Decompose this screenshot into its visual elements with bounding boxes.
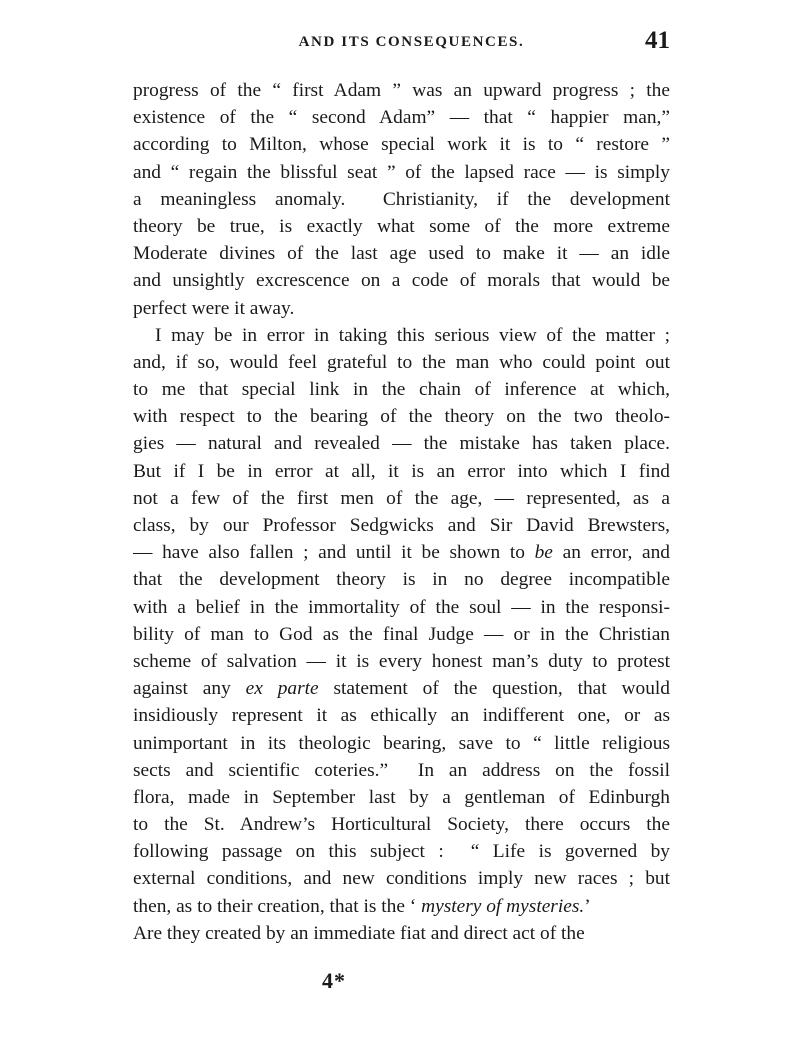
text-line: and, if so, would feel grateful to the man who could point out [133, 351, 670, 373]
italic-text: ex parte [245, 678, 319, 700]
text-line: and unsightly excrescence on a code of morals that would be [133, 270, 670, 292]
text-line: flora, made in September last by a gentleman of Edinburgh [133, 786, 670, 808]
italic-text: mystery of mysteries. [421, 895, 585, 917]
running-title: AND ITS CONSEQUENCES. [298, 34, 525, 50]
text-line: not a few of the first men of the age, — represented, as a [133, 487, 670, 509]
running-header [133, 27, 670, 64]
signature-mark: 4* [322, 968, 346, 993]
text-line: with a belief in the immortality of the soul — in the responsi- [133, 596, 670, 618]
text-line: bility of man to God as the final Judge — or in the Christian [133, 623, 670, 645]
text-line: a meaningless anomaly. Christianity, if the development [133, 188, 670, 210]
text-line: theory be true, is exactly what some of the more extreme [133, 215, 670, 237]
text-line: But if I be in error at all, it is an error into which I find [133, 460, 670, 482]
text-line [133, 893, 670, 920]
text-line: I may be in error in taking this serious view of the matter ; [155, 324, 670, 346]
text-line: with respect to the bearing of the theory on the two theolo- [133, 406, 670, 428]
text-line [133, 539, 670, 566]
text-segment: then, as to their creation, that is the ‘ [133, 895, 422, 917]
text-line: external conditions, and new conditions imply new races ; but [133, 868, 670, 890]
text-line: class, by our Professor Sedgwicks and Sir David Brewsters, [133, 515, 670, 536]
text-segment: ’ [584, 895, 591, 917]
text-line: that the development theory is in no degree incompatible [133, 569, 670, 591]
body-text [133, 77, 670, 947]
text-segment: against any [133, 678, 246, 700]
text-line: to me that special link in the chain of inference at which, [133, 379, 670, 401]
text-line: according to Milton, whose special work it is to “ restore ” [133, 134, 670, 156]
text-line: perfect were it away. [133, 297, 295, 319]
text-line: progress of the “ first Adam ” was an upward progress ; the [133, 80, 670, 101]
page-number: 41 [645, 27, 670, 54]
text-segment: statement of the question, that would [318, 678, 670, 700]
text-line: sects and scientific coteries.” In an address on the fossil [133, 759, 670, 781]
text-line: existence of the “ second Adam” — that “ happier man,” [133, 107, 670, 129]
text-line: to the St. Andrew’s Horticultural Society, there occurs the [133, 814, 670, 836]
text-line: scheme of salvation — it is every honest man’s duty to protest [133, 650, 670, 672]
text-line: Are they created by an immediate fiat and direct act of the [133, 922, 585, 944]
text-line: Moderate divines of the last age used to make it — an idle [133, 243, 670, 265]
text-line: insidiously represent it as ethically an indifferent one, or as [133, 705, 670, 727]
text-line: and “ regain the blissful seat ” of the lapsed race — is simply [133, 161, 670, 183]
text-line [133, 675, 670, 702]
text-line: following passage on this subject : “ Life is governed by [133, 841, 670, 863]
text-line: gies — natural and revealed — the mistake has taken place. [133, 433, 670, 455]
text-segment: an error, and [552, 542, 670, 564]
text-line: unimportant in its theologic bearing, save to “ little religious [133, 732, 670, 754]
text-segment: — have also fallen ; and until it be shown to [133, 542, 535, 564]
italic-text: be [534, 542, 553, 564]
